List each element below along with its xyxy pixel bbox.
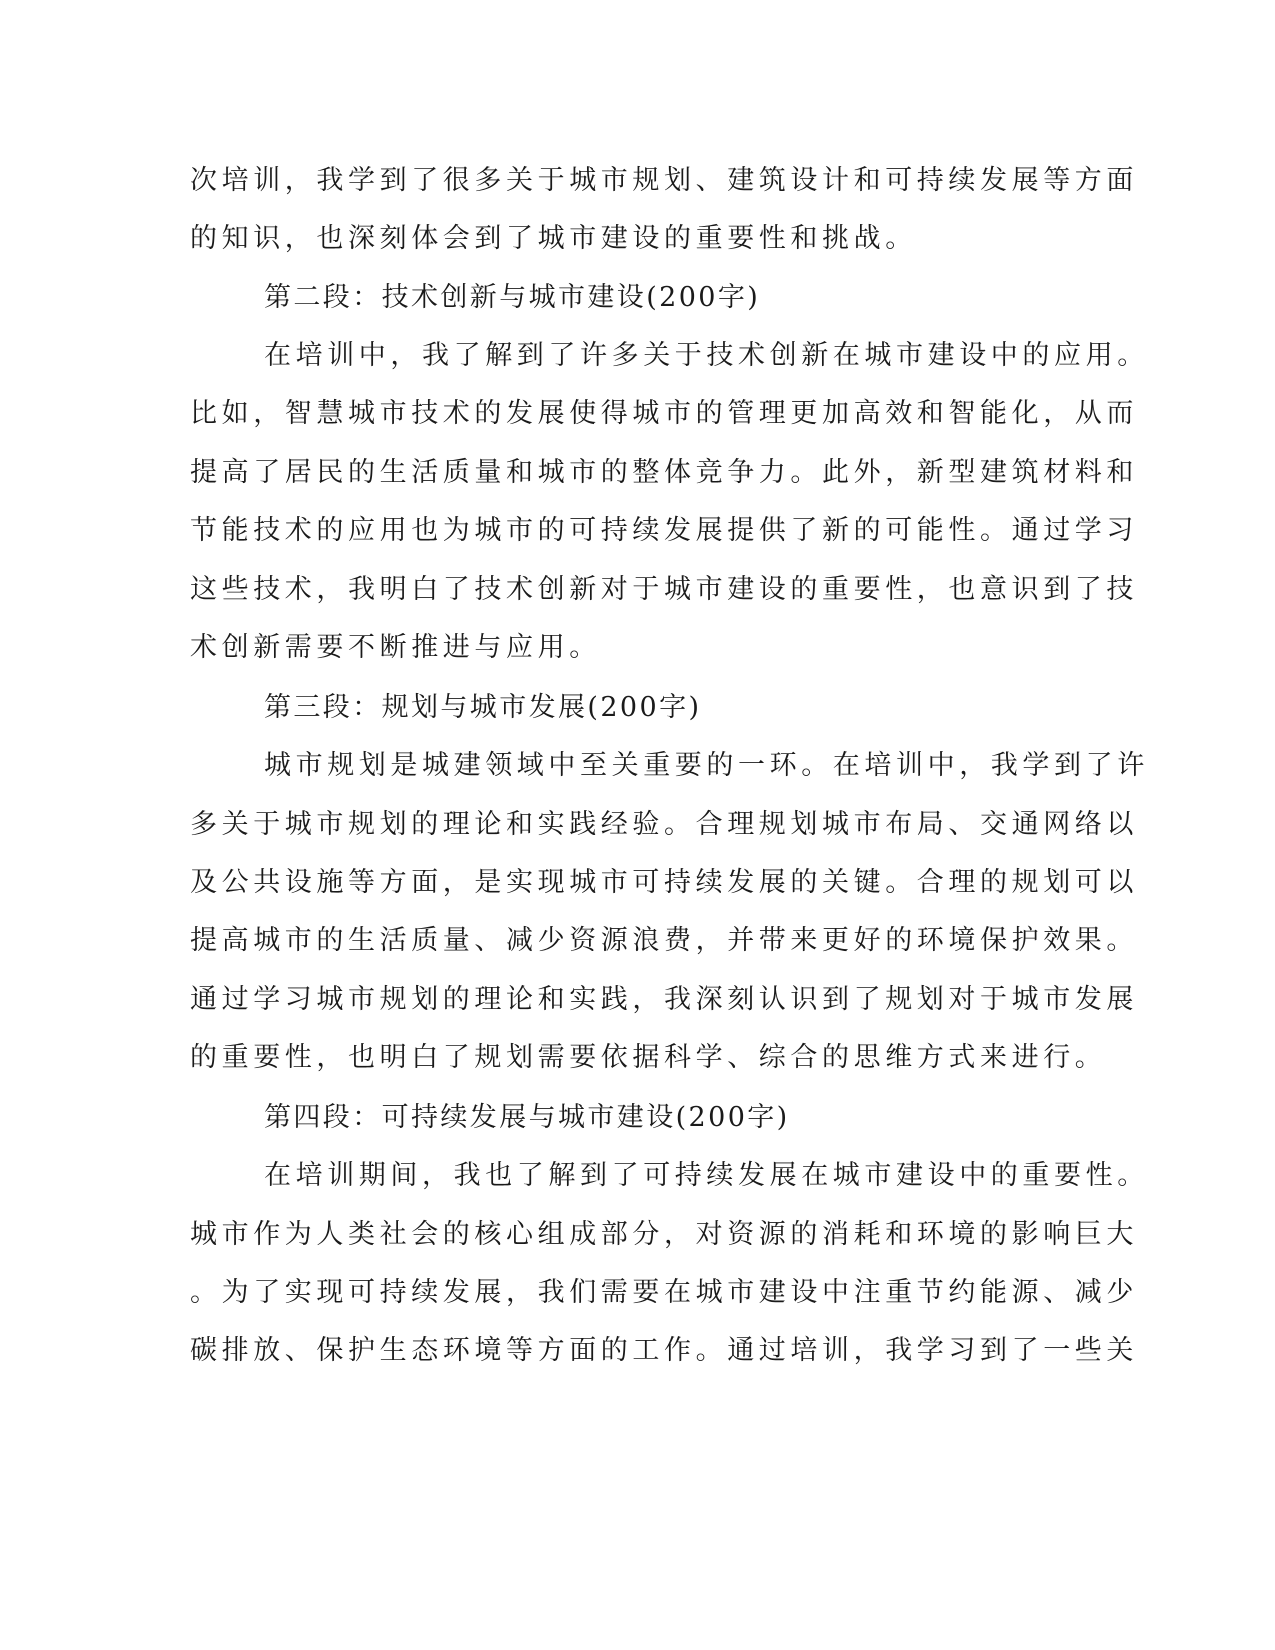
text-line: 次培训，我学到了很多关于城市规划、建筑设计和可持续发展等方面 [190,165,1138,196]
text-line: 节能技术的应用也为城市的可持续发展提供了新的可能性。通过学习 [190,515,1138,546]
text-line: 提高了居民的生活质量和城市的整体竞争力。此外，新型建筑材料和 [190,457,1138,488]
text-line: 这些技术，我明白了技术创新对于城市建设的重要性，也意识到了技 [190,574,1138,605]
text-line: 在培训中，我了解到了许多关于技术创新在城市建设中的应用。 [264,340,1149,371]
section-heading: 第四段：可持续发展与城市建设(200字) [264,1102,790,1133]
text-line: 城市作为人类社会的核心组成部分，对资源的消耗和环境的影响巨大 [190,1219,1138,1250]
text-line: 城市规划是城建领域中至关重要的一环。在培训中，我学到了许 [264,750,1149,781]
text-line: 碳排放、保护生态环境等方面的工作。通过培训，我学习到了一些关 [190,1335,1138,1366]
section-heading: 第二段：技术创新与城市建设(200字) [264,282,761,313]
text-line: 通过学习城市规划的理论和实践，我深刻认识到了规划对于城市发展 [190,984,1138,1015]
text-line: 的重要性，也明白了规划需要依据科学、综合的思维方式来进行。 [190,1042,1107,1073]
text-line: 在培训期间，我也了解到了可持续发展在城市建设中的重要性。 [264,1160,1149,1191]
text-line: 多关于城市规划的理论和实践经验。合理规划城市布局、交通网络以 [190,809,1138,840]
text-line: 比如，智慧城市技术的发展使得城市的管理更加高效和智能化，从而 [190,398,1138,429]
text-line: 的知识，也深刻体会到了城市建设的重要性和挑战。 [190,223,917,254]
text-line: 及公共设施等方面，是实现城市可持续发展的关键。合理的规划可以 [190,867,1138,898]
text-line: 。为了实现可持续发展，我们需要在城市建设中注重节约能源、减少 [190,1277,1138,1308]
text-line: 提高城市的生活质量、减少资源浪费，并带来更好的环境保护效果。 [190,925,1138,956]
section-heading: 第三段：规划与城市发展(200字) [264,692,702,723]
text-line: 术创新需要不断推进与应用。 [190,632,601,663]
